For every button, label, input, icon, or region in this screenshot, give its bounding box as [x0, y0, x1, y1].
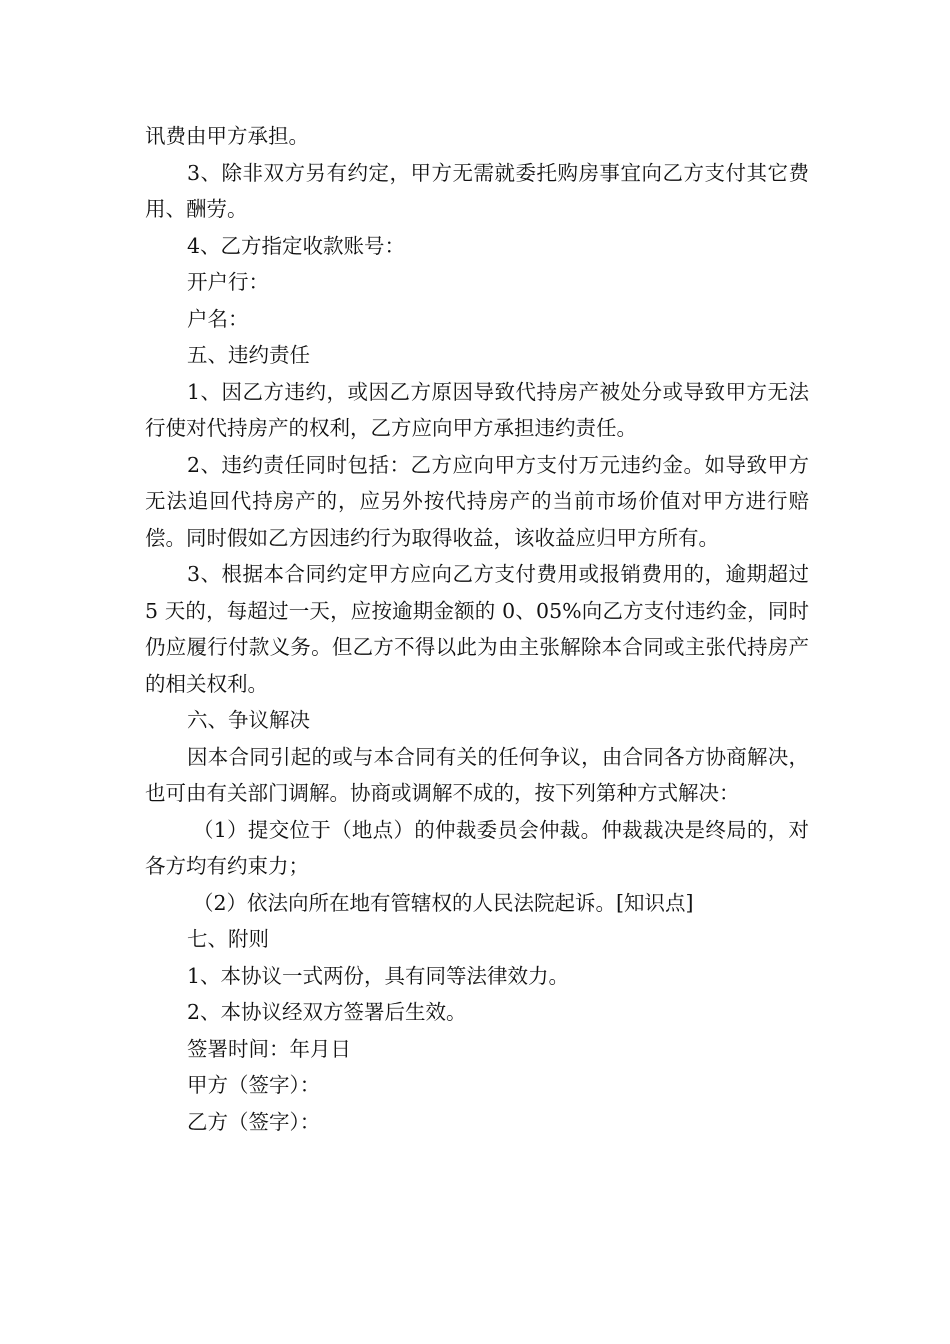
clause-4-4: 4、乙方指定收款账号： — [187, 233, 406, 258]
account-name-line: 户名： — [187, 306, 249, 331]
party-b-signature-line: 乙方（签字）： — [187, 1109, 321, 1134]
section-heading-7: 七、附则 — [187, 927, 269, 951]
clause-7-2: 2、本协议经双方签署后生效。 — [187, 1000, 467, 1024]
clause-5-1: 1、因乙方违约，或因乙方原因导致代持房产被处分或导致甲方无法行使对代持房产的权利，乙方应向甲方承担违约责任。 — [145, 379, 809, 440]
document-body — [145, 118, 809, 1140]
bank-name-line: 开户行： — [187, 270, 269, 294]
clause-6-intro: 因本合同引起的或与本合同有关的任何争议，由合同各方协商解决，也可由有关部门调解。协商或调解不成的，按下列第种方式解决： — [145, 744, 809, 805]
party-a-signature-line: 甲方（签字）： — [187, 1073, 321, 1097]
signing-date-line: 签署时间：年月日 — [187, 1036, 351, 1061]
section-heading-5: 五、违约责任 — [187, 343, 310, 367]
clause-5-2: 2、违约责任同时包括：乙方应向甲方支付万元违约金。如导致甲方无法追回代持房产的，应另外按代持房产的当前市场价值对甲方进行赔偿。同时假如乙方因违约行为取得收益，该收益应归甲方所有。 — [145, 452, 809, 550]
clause-6-option-1: （1）提交位于（地点）的仲裁委员会仲裁。仲裁裁决是终局的，对各方均有约束力； — [145, 817, 809, 878]
clause-7-1: 1、本协议一式两份，具有同等法律效力。 — [187, 963, 570, 988]
clause-4-3: 3、除非双方另有约定，甲方无需就委托购房事宜向乙方支付其它费用、酬劳。 — [145, 160, 809, 221]
clause-6-option-2: （2）依法向所在地有管辖权的人民法院起诉。[知识点] — [193, 890, 694, 915]
section-heading-6: 六、争议解决 — [187, 708, 310, 732]
paragraph-continuation: 讯费由甲方承担。 — [145, 124, 309, 148]
clause-5-3: 3、根据本合同约定甲方应向乙方支付费用或报销费用的，逾期超过 5 天的，每超过一天，应按逾期金额的 0、05%向乙方支付违约金，同时仍应履行付款义务。但乙方不得以此为由主张解除本合同或主张代持房产的相关权利。 — [145, 562, 809, 696]
